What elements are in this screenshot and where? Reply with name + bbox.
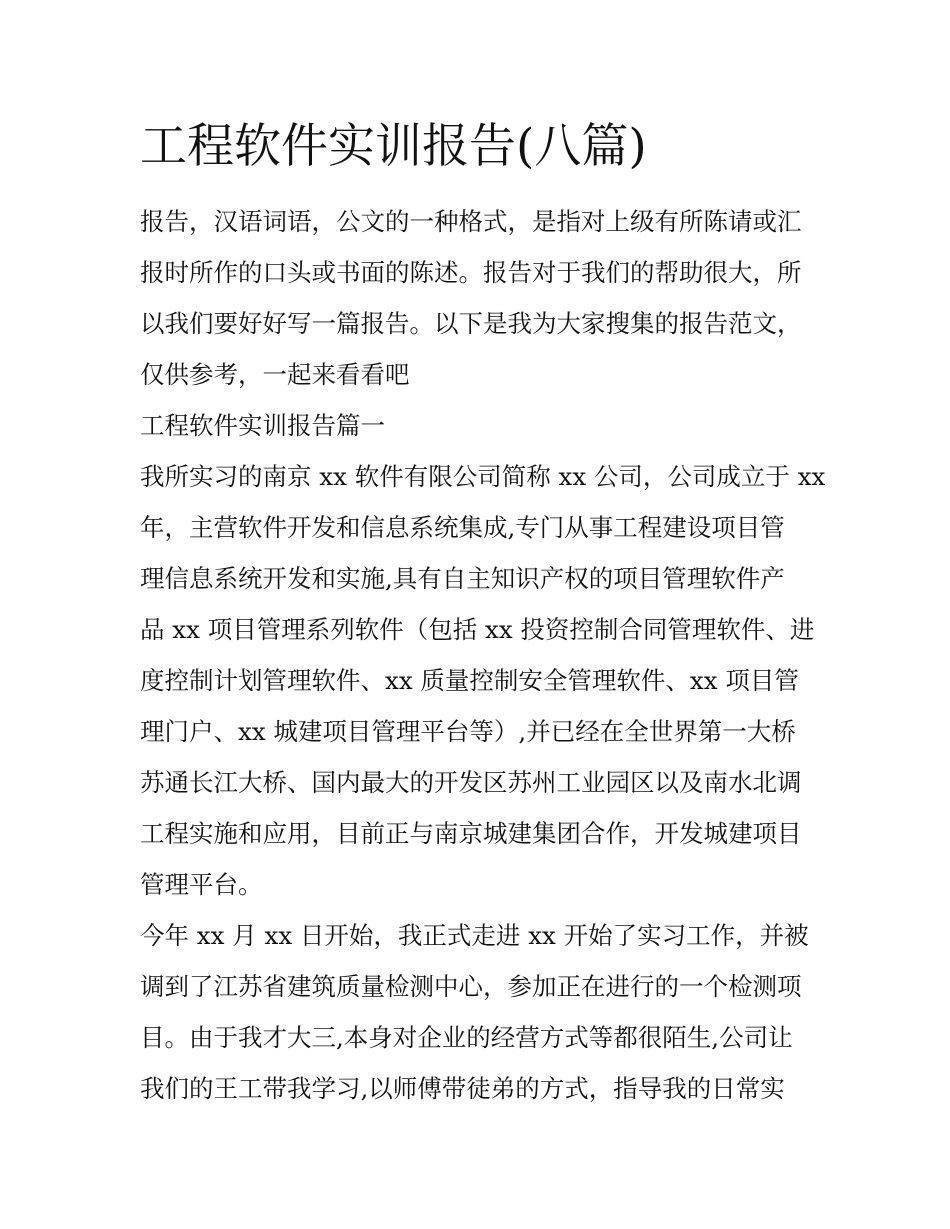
text-line: 管理平台。 [140,870,263,899]
text-line: 调到了江苏省建筑质量检测中心，参加正在进行的一个检测项 [140,972,802,1001]
text-line: 理门户、xx 城建项目管理平台等）,并已经在全世界第一大桥 [140,717,796,746]
text-line: 仅供参考，一起来看看吧 [140,360,410,389]
section-heading: 工程软件实训报告篇一 [140,411,385,440]
text-line: 今年 xx 月 xx 日开始，我正式走进 xx 开始了实习工作，并被 [140,921,809,950]
text-line: 年，主营软件开发和信息系统集成,专门从事工程建设项目管 [140,513,785,542]
text-line: 我所实习的南京 xx 软件有限公司简称 xx 公司，公司成立于 xx [140,462,826,491]
text-line: 我们的王工带我学习,以师傅带徒弟的方式，指导我的日常实 [140,1074,785,1103]
text-line: 报告，汉语词语，公文的一种格式，是指对上级有所陈请或汇 [140,207,802,236]
text-line: 工程实施和应用，目前正与南京城建集团合作，开发城建项目 [140,819,802,848]
text-line: 度控制计划管理软件、xx 质量控制安全管理软件、xx 项目管 [140,666,799,695]
text-line: 理信息系统开发和实施,具有自主知识产权的项目管理软件产 [140,564,785,593]
text-line: 苏通长江大桥、国内最大的开发区苏州工业园区以及南水北调 [140,768,802,797]
document-body [140,196,830,1114]
text-line: 以我们要好好写一篇报告。以下是我为大家搜集的报告范文， [140,309,802,338]
document-title: 工程软件实训报告(八篇) [140,119,647,174]
text-line: 报时所作的口头或书面的陈述。报告对于我们的帮助很大，所 [140,258,802,287]
text-line: 目。由于我才大三,本身对企业的经营方式等都很陌生,公司让 [140,1023,793,1052]
text-line: 品 xx 项目管理系列软件（包括 xx 投资控制合同管理软件、进 [140,615,815,644]
